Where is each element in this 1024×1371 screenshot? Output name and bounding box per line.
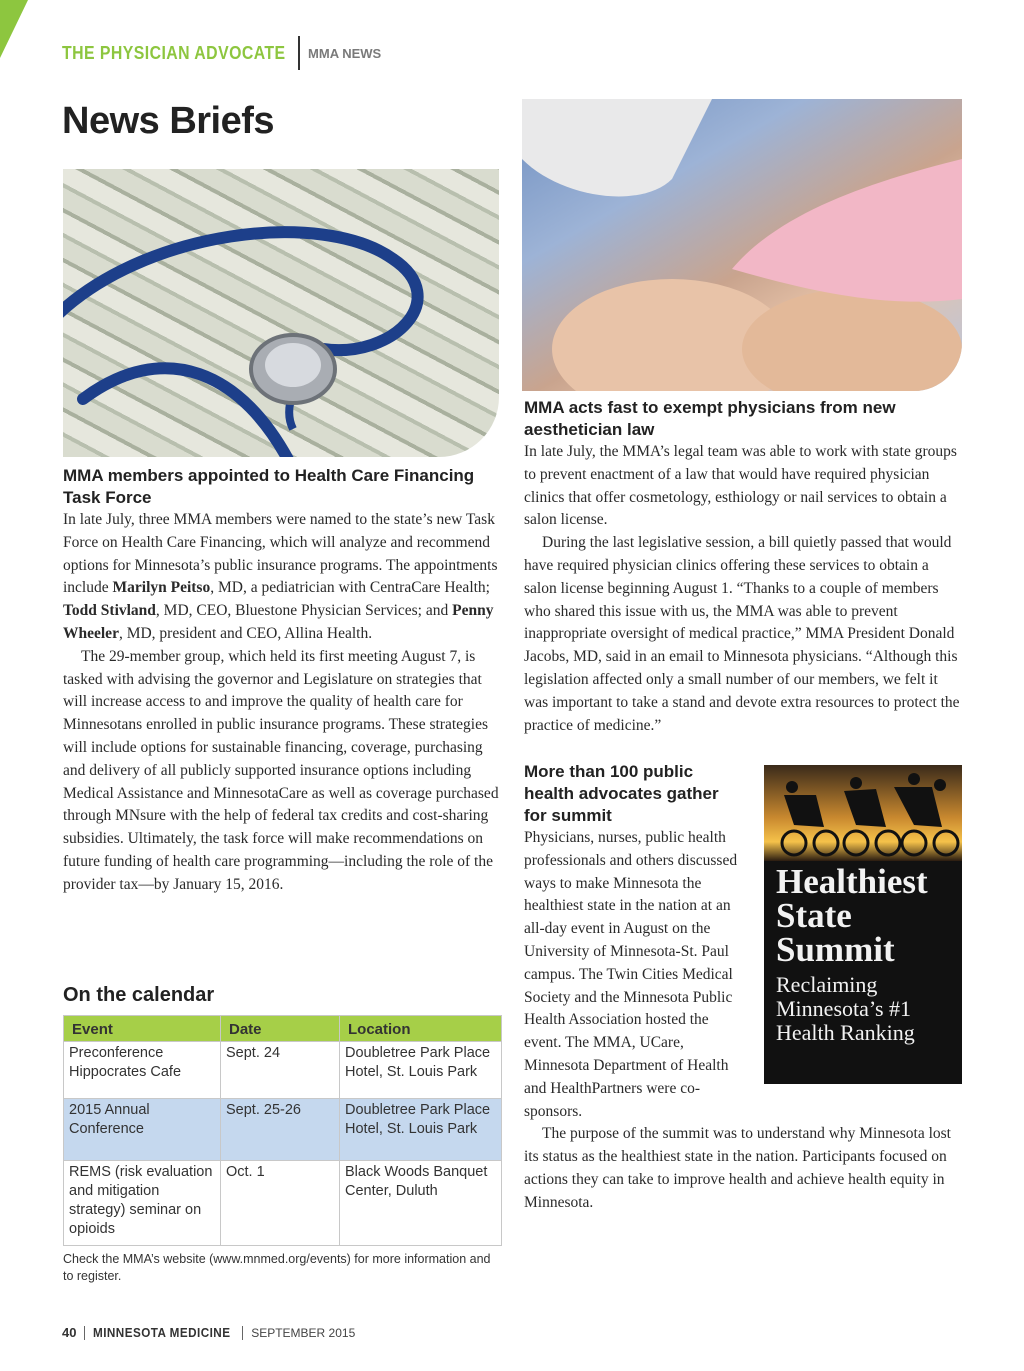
- magazine-name: THE PHYSICIAN ADVOCATE: [62, 42, 286, 63]
- table-row: [64, 1042, 502, 1099]
- summit-title: Healthiest State Summit: [776, 862, 928, 969]
- footer-divider: [242, 1326, 243, 1340]
- location-cell: Doubletree Park Place Hotel, St. Louis Park: [340, 1099, 502, 1161]
- article-summit: [524, 761, 962, 1215]
- member-name: Todd Stivland: [63, 602, 156, 620]
- stethoscope-money-photo: [63, 169, 499, 457]
- article-headline: MMA members appointed to Health Care Financing Task Force: [63, 466, 475, 507]
- article-headline: More than 100 public health advocates gather for summit: [524, 762, 719, 825]
- article-paragraph: In late July, the MMA’s legal team was able to work with state groups to prevent enactment of a law that would have required physician clinics that offer cosmetology, esthiology or nail services to obtain a salon license.: [524, 443, 957, 529]
- page-number: 40: [62, 1325, 77, 1340]
- corner-accent: [0, 0, 28, 58]
- column-header: Location: [340, 1016, 502, 1042]
- table-row: [64, 1161, 502, 1246]
- text-run: , MD, CEO, Bluestone Physician Services; and: [155, 602, 453, 620]
- date-cell: Sept. 24: [221, 1042, 340, 1099]
- article-paragraph: The 29-member group, which held its first meeting August 7, is tasked with advising the governor and Legislature on strategies that will increase access to and improve the quality of health care for Minnesotans enrolled in public insurance programs. These strategies will include options for sustainable financing, coverage, purchasing and delivery of all publicly supported insurance options including Medical Assistance and MinnesotaCare as well as coverage purchased through MNsure with the help of federal tax credits and cost-sharing subsidies. Ultimately, the task force will make recommendations on future funding of health care programming—including the role of the provider tax—by January 15, 2016.: [63, 647, 499, 893]
- feet-illustration: [522, 99, 962, 391]
- footer-magazine-name: MINNESOTA MEDICINE: [93, 1325, 231, 1340]
- article-aesthetician-law: [524, 397, 962, 737]
- aesthetician-feet-photo: [522, 99, 962, 391]
- table-row: [64, 1099, 502, 1161]
- member-name: Penny Wheeler: [63, 602, 494, 642]
- text-run: , MD, president and CEO, Allina Health.: [118, 624, 373, 642]
- calendar-title: On the calendar: [63, 984, 215, 1006]
- event-cell: REMS (risk evaluation and mitigation strategy) seminar on opioids: [64, 1161, 221, 1246]
- footer-date: SEPTEMBER 2015: [251, 1325, 356, 1340]
- calendar-table: [63, 1015, 502, 1246]
- article-paragraph: [63, 509, 500, 646]
- article-paragraph: The purpose of the summit was to understand why Minnesota lost its status as the healthiest state in the nation. Participants focused on actions they can take to improve health and achieve health equity in Minnesota.: [524, 1125, 951, 1211]
- member-name: Marilyn Peitso: [112, 579, 211, 597]
- article-task-force: [63, 465, 500, 897]
- article-paragraph: Physicians, nurses, public health professionals and others discussed ways to make Minnesota the healthiest state in the nation at an all-day event in August on the University of Minnesota-St. Paul campus. The Twin Cities Medical Society and the Minnesota Public Health Association hosted the event. The MMA, UCare, Minnesota Department of Health and HealthPartners were co-sponsors.: [524, 829, 738, 1120]
- page-footer: [62, 1325, 355, 1340]
- text-run: In late July, three MMA members were named to the state’s new Task Force on Health Care Financing, which will analyze and recommend options for Minnesota’s public insurance programs. The appointments include: [63, 511, 498, 597]
- calendar-note: Check the MMA’s website (www.mnmed.org/events) for more information and to register.: [63, 1252, 491, 1283]
- date-cell: Oct. 1: [221, 1161, 340, 1246]
- event-cell: Preconference Hippocrates Cafe: [64, 1042, 221, 1099]
- page-header: [62, 36, 381, 70]
- summit-subtitle: Reclaiming Minnesota’s #1 Health Ranking: [776, 972, 915, 1045]
- stethoscope-illustration: [63, 169, 499, 457]
- location-cell: Doubletree Park Place Hotel, St. Louis Park: [340, 1042, 502, 1099]
- footer-divider: [84, 1326, 85, 1340]
- header-divider: [298, 36, 300, 70]
- column-header: Date: [221, 1016, 340, 1042]
- section-name: MMA NEWS: [308, 45, 382, 61]
- event-cell: 2015 Annual Conference: [64, 1099, 221, 1161]
- article-paragraph: During the last legislative session, a bill quietly passed that would have required physician clinics offering these services to obtain a salon license beginning August 1. “Thanks to a couple of members who shared this issue with us, the MMA was able to prevent inappropriate oversight of medical practice,” MMA President Donald Jacobs, MD, said in an email to Minnesota physicians. “Although this legislation affected only a small number of our members, we felt it was important to take a stand and devote extra resources to protect the practice of medicine.”: [524, 534, 960, 734]
- column-header: Event: [64, 1016, 221, 1042]
- calendar-header-row: [64, 1016, 502, 1042]
- date-cell: Sept. 25-26: [221, 1099, 340, 1161]
- location-cell: Black Woods Banquet Center, Duluth: [340, 1161, 502, 1246]
- article-headline: MMA acts fast to exempt physicians from new aesthetician law: [524, 398, 896, 439]
- text-run: , MD, a pediatrician with CentraCare Health;: [210, 579, 490, 597]
- page-title: News Briefs: [62, 100, 275, 142]
